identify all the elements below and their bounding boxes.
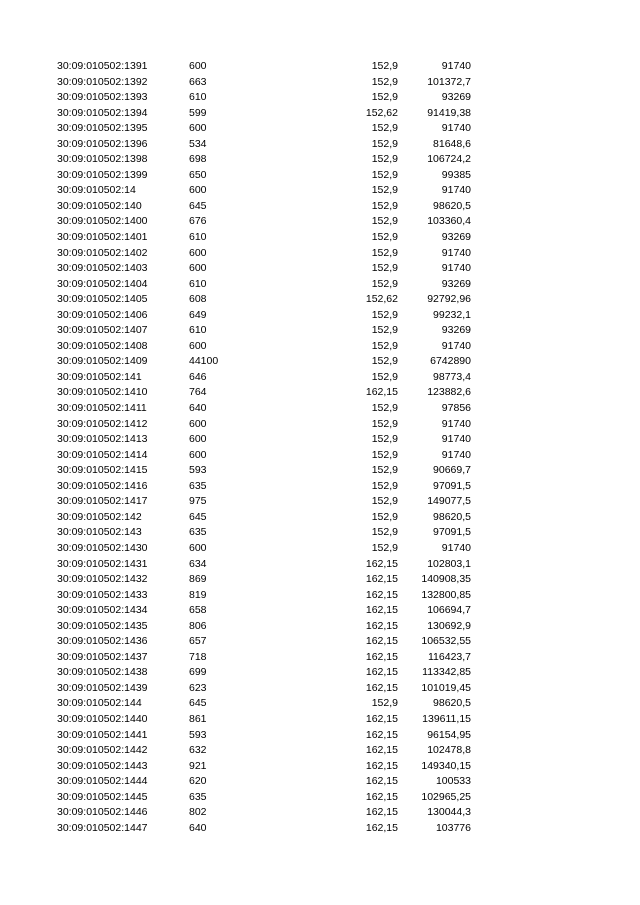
cadastral-number-cell: 30:09:010502:1446 [57, 806, 148, 819]
cadastral-number-cell: 30:09:010502:142 [57, 510, 142, 523]
area-cell: 620 [189, 775, 207, 788]
area-cell: 600 [189, 417, 207, 430]
rate-cell: 162,15 [365, 759, 398, 772]
table-row [0, 821, 640, 837]
cadastral-number-cell: 30:09:010502:144 [57, 697, 142, 710]
value-cell: 91740 [441, 122, 471, 135]
cadastral-number-cell: 30:09:010502:1440 [57, 712, 148, 725]
value-cell: 6742890 [430, 355, 471, 368]
cadastral-number-cell: 30:09:010502:1435 [57, 619, 148, 632]
area-cell: 593 [189, 728, 207, 741]
rate-cell: 152,9 [371, 697, 398, 710]
table-row [0, 214, 640, 230]
table-row [0, 759, 640, 775]
table-row [0, 59, 640, 75]
area-cell: 600 [189, 122, 207, 135]
value-cell: 91740 [441, 433, 471, 446]
cadastral-number-cell: 30:09:010502:1399 [57, 168, 148, 181]
table-row [0, 774, 640, 790]
rate-cell: 152,9 [371, 324, 398, 337]
table-row [0, 463, 640, 479]
table-row [0, 619, 640, 635]
rate-cell: 162,15 [365, 386, 398, 399]
value-cell: 113342,85 [422, 666, 471, 679]
value-cell: 99232,1 [433, 308, 471, 321]
table-row [0, 137, 640, 153]
value-cell: 130692,9 [427, 619, 471, 632]
value-cell: 93269 [441, 231, 471, 244]
cadastral-number-cell: 30:09:010502:1434 [57, 604, 148, 617]
value-cell: 97091,5 [433, 479, 471, 492]
rate-cell: 152,9 [371, 75, 398, 88]
rate-cell: 162,15 [365, 712, 398, 725]
table-row [0, 479, 640, 495]
cadastral-number-cell: 30:09:010502:1408 [57, 339, 148, 352]
cadastral-number-cell: 30:09:010502:141 [57, 370, 142, 383]
table-row [0, 790, 640, 806]
rate-cell: 152,62 [365, 293, 398, 306]
area-cell: 764 [189, 386, 207, 399]
area-cell: 600 [189, 448, 207, 461]
cadastral-number-cell: 30:09:010502:1443 [57, 759, 148, 772]
table-row [0, 588, 640, 604]
area-cell: 44100 [189, 355, 219, 368]
area-cell: 861 [189, 712, 207, 725]
value-cell: 91740 [441, 339, 471, 352]
value-cell: 103776 [435, 821, 471, 834]
table-row [0, 277, 640, 293]
value-cell: 132800,85 [421, 588, 471, 601]
cadastral-number-cell: 30:09:010502:1445 [57, 790, 148, 803]
cadastral-number-cell: 30:09:010502:1405 [57, 293, 148, 306]
table-row [0, 230, 640, 246]
cadastral-number-cell: 30:09:010502:1394 [57, 106, 148, 119]
cadastral-number-cell: 30:09:010502:1400 [57, 215, 148, 228]
table-row [0, 665, 640, 681]
rate-cell: 152,9 [371, 262, 398, 275]
area-cell: 600 [189, 541, 207, 554]
rate-cell: 162,15 [365, 681, 398, 694]
rate-cell: 162,15 [365, 557, 398, 570]
table-row [0, 168, 640, 184]
area-cell: 640 [189, 821, 207, 834]
table-row [0, 401, 640, 417]
cadastral-number-cell: 30:09:010502:1441 [57, 728, 148, 741]
data-table [0, 59, 640, 836]
rate-cell: 152,9 [371, 168, 398, 181]
area-cell: 632 [189, 744, 207, 757]
rate-cell: 152,9 [371, 417, 398, 430]
value-cell: 98620,5 [433, 697, 471, 710]
value-cell: 91740 [441, 184, 471, 197]
rate-cell: 162,15 [365, 588, 398, 601]
rate-cell: 152,9 [371, 246, 398, 259]
rate-cell: 162,15 [365, 775, 398, 788]
value-cell: 91419,38 [427, 106, 471, 119]
rate-cell: 152,9 [371, 60, 398, 72]
area-cell: 623 [189, 681, 207, 694]
area-cell: 699 [189, 666, 207, 679]
cadastral-number-cell: 30:09:010502:1412 [57, 417, 148, 430]
rate-cell: 162,15 [365, 728, 398, 741]
value-cell: 101372,7 [427, 75, 471, 88]
table-row [0, 199, 640, 215]
rate-cell: 152,9 [371, 433, 398, 446]
cadastral-number-cell: 30:09:010502:143 [57, 526, 142, 539]
cadastral-number-cell: 30:09:010502:1447 [57, 821, 148, 834]
cadastral-number-cell: 30:09:010502:1438 [57, 666, 148, 679]
rate-cell: 152,9 [371, 479, 398, 492]
value-cell: 116423,7 [427, 650, 471, 663]
value-cell: 98620,5 [433, 199, 471, 212]
table-row [0, 634, 640, 650]
rate-cell: 162,15 [365, 790, 398, 803]
value-cell: 91740 [441, 246, 471, 259]
area-cell: 806 [189, 619, 207, 632]
rate-cell: 152,9 [371, 153, 398, 166]
cadastral-number-cell: 30:09:010502:1395 [57, 122, 148, 135]
rate-cell: 152,9 [371, 91, 398, 104]
table-row [0, 432, 640, 448]
value-cell: 91740 [441, 417, 471, 430]
table-row [0, 494, 640, 510]
rate-cell: 162,15 [365, 806, 398, 819]
cadastral-number-cell: 30:09:010502:1402 [57, 246, 148, 259]
rate-cell: 152,9 [371, 215, 398, 228]
area-cell: 646 [189, 370, 207, 383]
table-row [0, 557, 640, 573]
table-row [0, 152, 640, 168]
area-cell: 663 [189, 75, 207, 88]
value-cell: 97091,5 [433, 526, 471, 539]
table-row [0, 90, 640, 106]
rate-cell: 162,15 [365, 604, 398, 617]
table-row [0, 370, 640, 386]
cadastral-number-cell: 30:09:010502:1393 [57, 91, 148, 104]
rate-cell: 162,15 [365, 619, 398, 632]
area-cell: 921 [189, 759, 207, 772]
cadastral-number-cell: 30:09:010502:1404 [57, 277, 148, 290]
value-cell: 123882,6 [427, 386, 471, 399]
rate-cell: 152,9 [371, 510, 398, 523]
value-cell: 93269 [441, 324, 471, 337]
area-cell: 657 [189, 635, 207, 648]
table-row [0, 572, 640, 588]
value-cell: 91740 [441, 448, 471, 461]
cadastral-number-cell: 30:09:010502:1430 [57, 541, 148, 554]
rate-cell: 162,15 [365, 821, 398, 834]
area-cell: 600 [189, 339, 207, 352]
rate-cell: 152,9 [371, 464, 398, 477]
cadastral-number-cell: 30:09:010502:1437 [57, 650, 148, 663]
table-row [0, 510, 640, 526]
area-cell: 610 [189, 91, 207, 104]
value-cell: 98773,4 [433, 370, 471, 383]
area-cell: 649 [189, 308, 207, 321]
cadastral-number-cell: 30:09:010502:1403 [57, 262, 148, 275]
value-cell: 96154,95 [427, 728, 471, 741]
cadastral-number-cell: 30:09:010502:1407 [57, 324, 148, 337]
table-row [0, 603, 640, 619]
table-row [0, 712, 640, 728]
area-cell: 600 [189, 433, 207, 446]
rate-cell: 152,9 [371, 137, 398, 150]
value-cell: 100533 [435, 775, 471, 788]
rate-cell: 152,9 [371, 339, 398, 352]
area-cell: 610 [189, 231, 207, 244]
area-cell: 610 [189, 277, 207, 290]
value-cell: 92792,96 [427, 293, 471, 306]
table-row [0, 354, 640, 370]
cadastral-number-cell: 30:09:010502:1444 [57, 775, 148, 788]
cadastral-number-cell: 30:09:010502:1401 [57, 231, 148, 244]
area-cell: 718 [189, 650, 207, 663]
cadastral-number-cell: 30:09:010502:1406 [57, 308, 148, 321]
table-row [0, 106, 640, 122]
table-row [0, 448, 640, 464]
area-cell: 534 [189, 137, 207, 150]
table-row [0, 650, 640, 666]
rate-cell: 162,15 [365, 744, 398, 757]
table-row [0, 292, 640, 308]
table-row [0, 728, 640, 744]
rate-cell: 162,15 [365, 635, 398, 648]
area-cell: 650 [189, 168, 207, 181]
table-row [0, 261, 640, 277]
cadastral-number-cell: 30:09:010502:1417 [57, 495, 148, 508]
cadastral-number-cell: 30:09:010502:1433 [57, 588, 148, 601]
rate-cell: 162,15 [365, 650, 398, 663]
rate-cell: 152,9 [371, 308, 398, 321]
table-row [0, 696, 640, 712]
table-row [0, 385, 640, 401]
value-cell: 81648,6 [433, 137, 471, 150]
area-cell: 600 [189, 246, 207, 259]
rate-cell: 162,15 [365, 573, 398, 586]
value-cell: 103360,4 [427, 215, 471, 228]
rate-cell: 152,9 [371, 277, 398, 290]
area-cell: 634 [189, 557, 207, 570]
table-row [0, 308, 640, 324]
table-row [0, 183, 640, 199]
rate-cell: 152,9 [371, 199, 398, 212]
table-row [0, 75, 640, 91]
value-cell: 97856 [441, 402, 471, 415]
value-cell: 149340,15 [421, 759, 471, 772]
area-cell: 802 [189, 806, 207, 819]
cadastral-number-cell: 30:09:010502:140 [57, 199, 142, 212]
value-cell: 106694,7 [427, 604, 471, 617]
value-cell: 102803,1 [427, 557, 471, 570]
value-cell: 90669,7 [433, 464, 471, 477]
value-cell: 149077,5 [427, 495, 471, 508]
cadastral-number-cell: 30:09:010502:1416 [57, 479, 148, 492]
area-cell: 645 [189, 510, 207, 523]
table-row [0, 681, 640, 697]
area-cell: 600 [189, 262, 207, 275]
table-row [0, 246, 640, 262]
value-cell: 139611,15 [422, 712, 471, 725]
area-cell: 599 [189, 106, 207, 119]
area-cell: 698 [189, 153, 207, 166]
cadastral-number-cell: 30:09:010502:1409 [57, 355, 148, 368]
table-row [0, 541, 640, 557]
rate-cell: 152,9 [371, 448, 398, 461]
cadastral-number-cell: 30:09:010502:1392 [57, 75, 148, 88]
cadastral-number-cell: 30:09:010502:1414 [57, 448, 148, 461]
cadastral-number-cell: 30:09:010502:1398 [57, 153, 148, 166]
rate-cell: 152,9 [371, 526, 398, 539]
cadastral-number-cell: 30:09:010502:1396 [57, 137, 148, 150]
value-cell: 99385 [441, 168, 471, 181]
table-row [0, 805, 640, 821]
cadastral-number-cell: 30:09:010502:1439 [57, 681, 148, 694]
area-cell: 645 [189, 199, 207, 212]
area-cell: 869 [189, 573, 207, 586]
area-cell: 600 [189, 60, 207, 72]
value-cell: 101019,45 [421, 681, 471, 694]
cadastral-number-cell: 30:09:010502:1391 [57, 60, 148, 72]
rate-cell: 152,62 [365, 106, 398, 119]
value-cell: 98620,5 [433, 510, 471, 523]
table-row [0, 525, 640, 541]
value-cell: 140908,35 [421, 573, 471, 586]
area-cell: 975 [189, 495, 207, 508]
value-cell: 102965,25 [421, 790, 471, 803]
cadastral-number-cell: 30:09:010502:1411 [57, 402, 147, 415]
area-cell: 819 [189, 588, 207, 601]
cadastral-number-cell: 30:09:010502:1442 [57, 744, 148, 757]
area-cell: 640 [189, 402, 207, 415]
value-cell: 106532,55 [421, 635, 471, 648]
value-cell: 102478,8 [427, 744, 471, 757]
cadastral-number-cell: 30:09:010502:1413 [57, 433, 148, 446]
rate-cell: 152,9 [371, 122, 398, 135]
cadastral-number-cell: 30:09:010502:1415 [57, 464, 148, 477]
rate-cell: 162,15 [365, 666, 398, 679]
rate-cell: 152,9 [371, 184, 398, 197]
cadastral-number-cell: 30:09:010502:1432 [57, 573, 148, 586]
area-cell: 593 [189, 464, 207, 477]
area-cell: 610 [189, 324, 207, 337]
table-row [0, 121, 640, 137]
value-cell: 130044,3 [427, 806, 471, 819]
rate-cell: 152,9 [371, 402, 398, 415]
rate-cell: 152,9 [371, 495, 398, 508]
area-cell: 658 [189, 604, 207, 617]
value-cell: 91740 [441, 60, 471, 72]
cadastral-number-cell: 30:09:010502:1410 [57, 386, 148, 399]
value-cell: 93269 [441, 277, 471, 290]
area-cell: 635 [189, 526, 207, 539]
table-row [0, 339, 640, 355]
rate-cell: 152,9 [371, 541, 398, 554]
area-cell: 676 [189, 215, 207, 228]
rate-cell: 152,9 [371, 370, 398, 383]
rate-cell: 152,9 [371, 231, 398, 244]
value-cell: 106724,2 [427, 153, 471, 166]
area-cell: 635 [189, 479, 207, 492]
table-row [0, 323, 640, 339]
rate-cell: 152,9 [371, 355, 398, 368]
table-row [0, 743, 640, 759]
cadastral-number-cell: 30:09:010502:1431 [57, 557, 148, 570]
cadastral-number-cell: 30:09:010502:14 [57, 184, 136, 197]
value-cell: 91740 [441, 541, 471, 554]
area-cell: 645 [189, 697, 207, 710]
area-cell: 608 [189, 293, 207, 306]
cadastral-number-cell: 30:09:010502:1436 [57, 635, 148, 648]
value-cell: 93269 [441, 91, 471, 104]
value-cell: 91740 [441, 262, 471, 275]
area-cell: 635 [189, 790, 207, 803]
area-cell: 600 [189, 184, 207, 197]
table-row [0, 417, 640, 433]
